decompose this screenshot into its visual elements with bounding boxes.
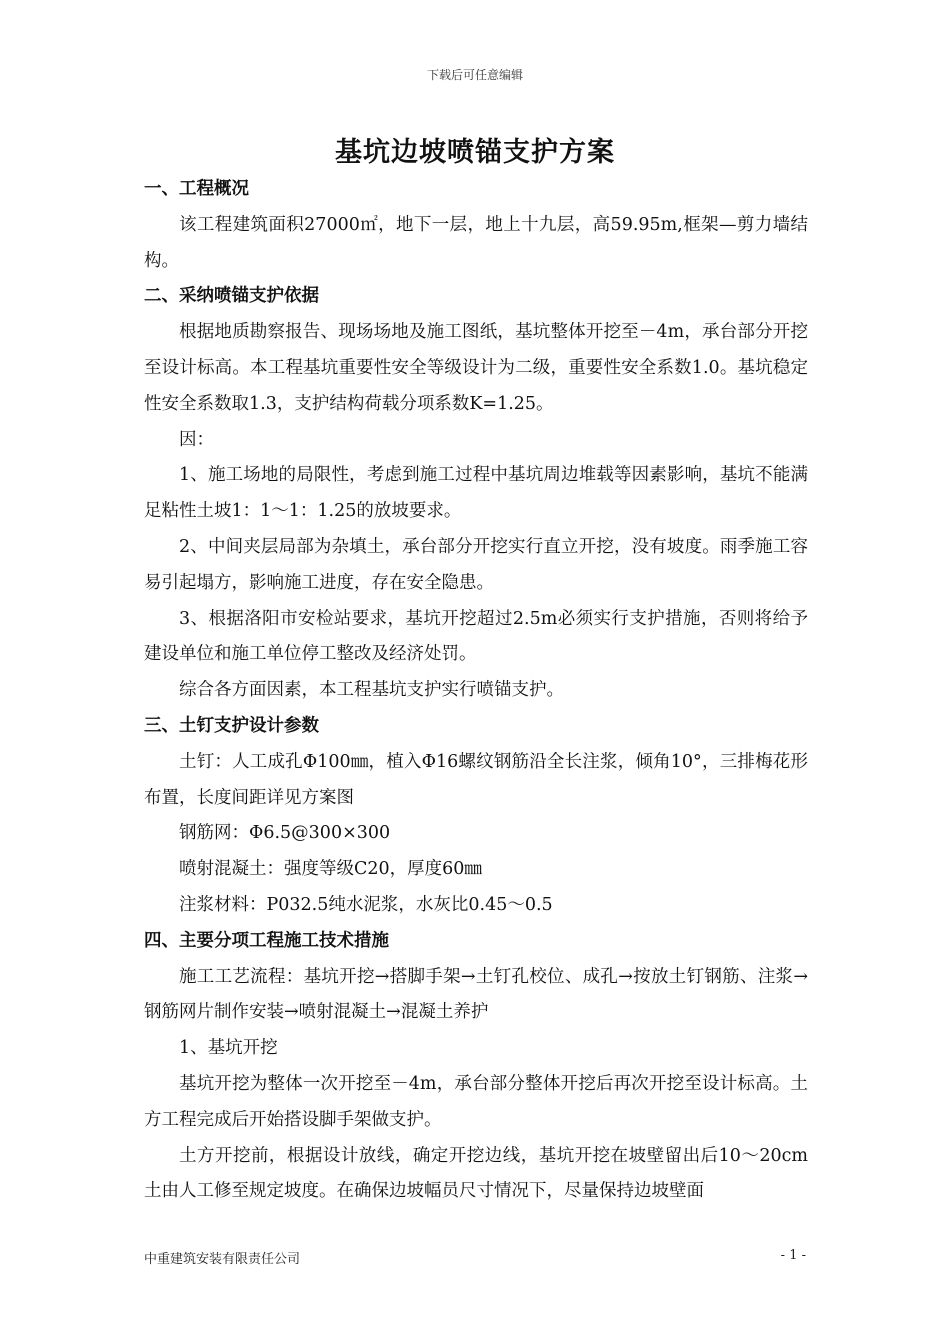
paragraph: 因： (179, 429, 214, 450)
paragraph: 土钉：人工成孔Φ100㎜，植入Φ16螺纹钢筋沿全长注浆，倾角10°，三排梅花形布置，长度间距详见方案图 (144, 751, 808, 808)
paragraph: 施工工艺流程：基坑开挖→搭脚手架→土钉孔校位、成孔→按放土钉钢筋、注浆→钢筋网片制作安装→喷射混凝土→混凝土养护 (144, 966, 808, 1023)
page-number: - 1 - (780, 1248, 806, 1263)
paragraph: 土方开挖前，根据设计放线，确定开挖边线，基坑开挖在坡壁留出后10～20cm土由人工修至规定坡度。在确保边坡幅员尺寸情况下，尽量保持边坡壁面 (144, 1145, 808, 1202)
paragraph: 注浆材料：P032.5纯水泥浆，水灰比0.45～0.5 (179, 894, 553, 915)
paragraph: 1、施工场地的局限性，考虑到施工过程中基坑周边堆载等因素影响，基坑不能满足粘性土坡1：1～1：1.25的放坡要求。 (144, 465, 808, 522)
section-heading: 二、采纳喷锚支护依据 (144, 286, 319, 307)
paragraph: 2、中间夹层局部为杂填土，承台部分开挖实行直立开挖，没有坡度。雨季施工容易引起塌方，影响施工进度，存在安全隐患。 (144, 536, 808, 593)
paragraph: 基坑开挖为整体一次开挖至－4m，承台部分整体开挖后再次开挖至设计标高。土方工程完成后开始搭设脚手架做支护。 (144, 1073, 808, 1130)
paragraph: 3、根据洛阳市安检站要求，基坑开挖超过2.5m必须实行支护措施，否则将给予建设单位和施工单位停工整改及经济处罚。 (144, 608, 808, 665)
paragraph: 喷射混凝土：强度等级C20，厚度60㎜ (179, 859, 482, 880)
section-heading: 三、土钉支护设计参数 (144, 715, 319, 736)
paragraph: 钢筋网：Φ6.5@300×300 (179, 823, 391, 844)
footer-company: 中重建筑安装有限责任公司 (144, 1252, 301, 1267)
document-body (144, 172, 808, 1210)
paragraph: 综合各方面因素，本工程基坑支护实行喷锚支护。 (179, 680, 564, 701)
document-title: 基坑边坡喷锚支护方案 (335, 137, 615, 168)
paragraph: 该工程建筑面积27000㎡，地下一层，地上十九层，高59.95m,框架—剪力墙结构。 (144, 214, 808, 271)
header-note: 下载后可任意编辑 (426, 68, 523, 82)
paragraph: 根据地质勘察报告、现场场地及施工图纸，基坑整体开挖至－4m，承台部分开挖至设计标高。本工程基坑重要性安全等级设计为二级，重要性安全系数1.0。基坑稳定性安全系数取1.3，支护结构荷载分项系数K=1.25。 (144, 322, 808, 414)
paragraph: 1、基坑开挖 (179, 1038, 278, 1059)
section-heading: 四、主要分项工程施工技术措施 (144, 930, 389, 951)
section-heading: 一、工程概况 (144, 179, 249, 199)
